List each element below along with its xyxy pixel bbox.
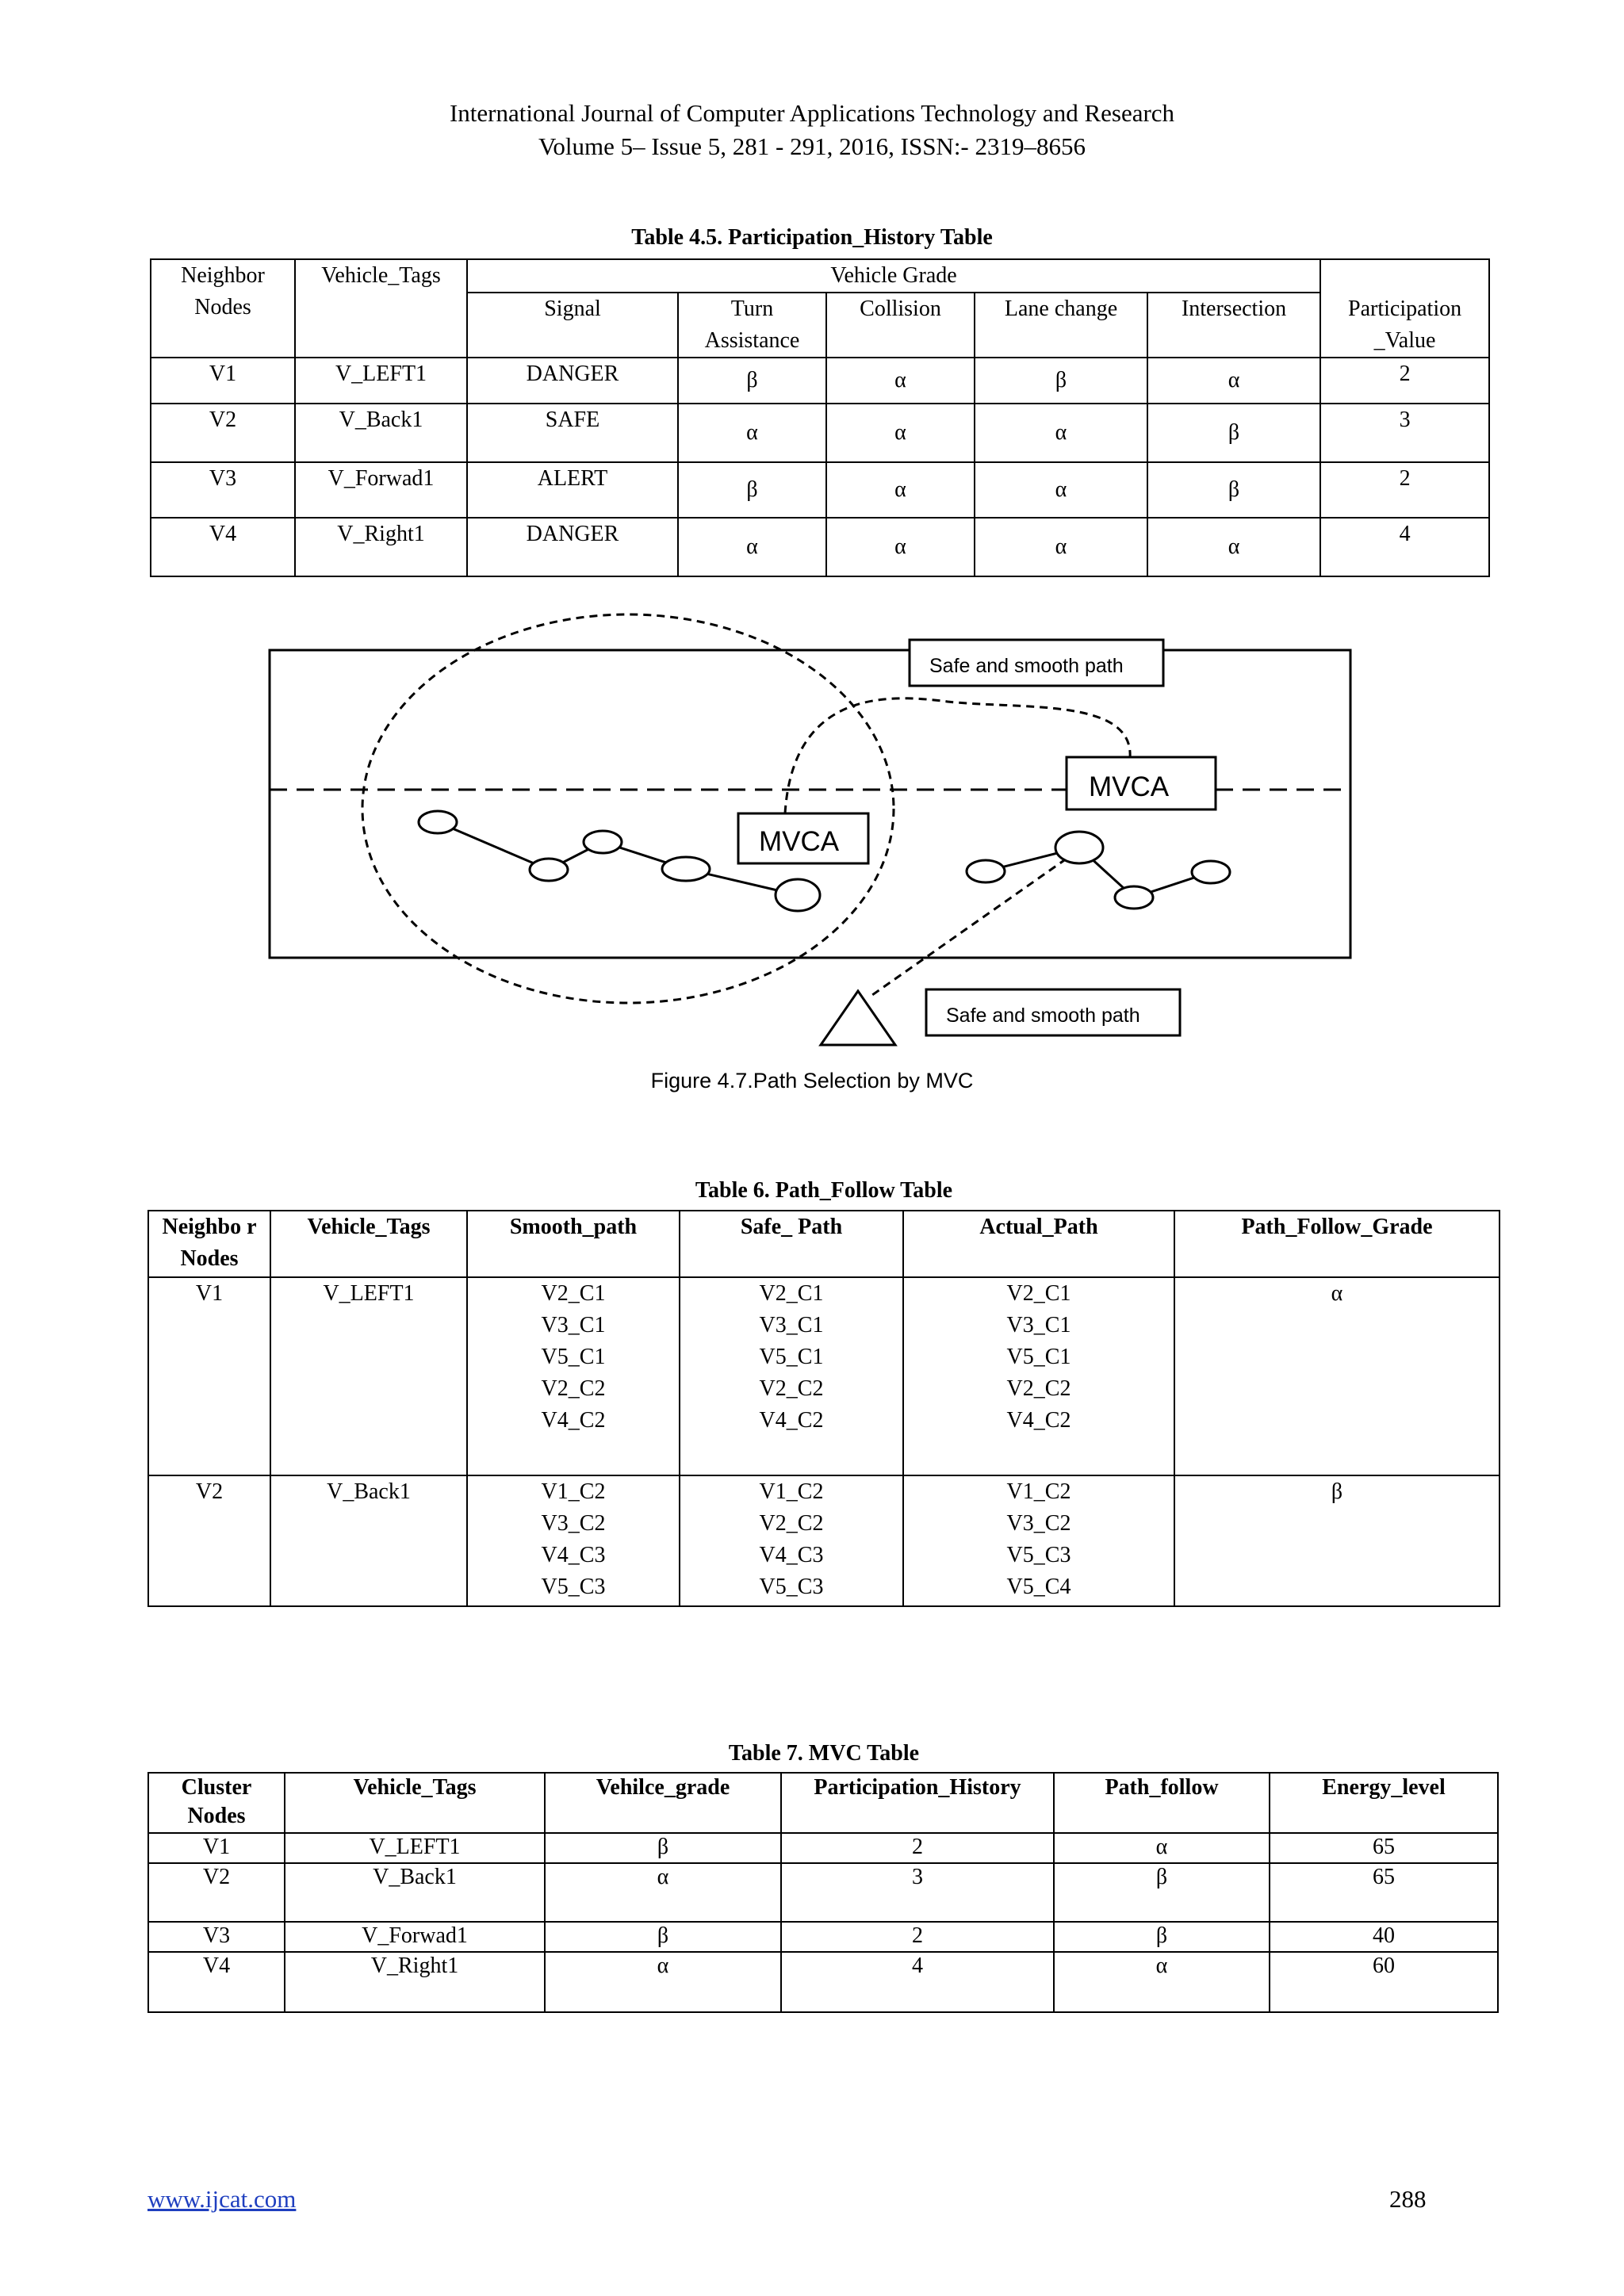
- table-row: [148, 1833, 1498, 1863]
- cell: β: [678, 358, 826, 404]
- cell-path-list: [680, 1277, 903, 1475]
- th-vehicle-tags: Vehicle_Tags: [285, 1773, 545, 1833]
- th-safe-path: Safe_ Path: [680, 1211, 903, 1277]
- cell: V3: [151, 462, 295, 518]
- path-item: V1_C2: [759, 1479, 824, 1504]
- cell: α: [678, 518, 826, 576]
- th-actual-path: Actual_Path: [903, 1211, 1174, 1277]
- path-item: V2_C1: [1006, 1281, 1071, 1306]
- path-item: V1_C2: [1006, 1479, 1071, 1504]
- cell-path-list: [903, 1475, 1174, 1606]
- cell: V_LEFT1: [295, 358, 467, 404]
- vehicle-node: [419, 811, 457, 833]
- table-row: [148, 1863, 1498, 1922]
- table7-caption: Table 7. MVC Table: [728, 1741, 920, 1766]
- table45-caption: Table 4.5. Participation_History Table: [631, 225, 993, 250]
- cell: V_Right1: [295, 518, 467, 576]
- cell: V_Right1: [285, 1952, 545, 2012]
- vehicle-node: [1192, 861, 1230, 883]
- path-item: V3_C1: [759, 1313, 824, 1337]
- cell: β: [975, 358, 1147, 404]
- cell: α: [545, 1863, 781, 1922]
- cell: α: [975, 404, 1147, 462]
- page-number: 288: [1389, 2185, 1427, 2213]
- vehicle-node: [1055, 832, 1103, 863]
- cell: α: [1147, 358, 1320, 404]
- table-row: [151, 518, 1489, 576]
- cell: α: [826, 404, 975, 462]
- vehicle-node: [776, 879, 820, 911]
- cell: β: [1147, 462, 1320, 518]
- cell: 3: [1320, 404, 1489, 462]
- cell: V_Back1: [270, 1475, 467, 1606]
- vehicle-node: [662, 857, 710, 881]
- path-item: V2_C1: [759, 1281, 824, 1306]
- footer-url-link[interactable]: www.ijcat.com: [147, 2185, 297, 2213]
- cell: 65: [1270, 1863, 1498, 1922]
- cell: V2: [151, 404, 295, 462]
- th-smooth-path: Smooth_path: [467, 1211, 680, 1277]
- path-item: V3_C1: [541, 1313, 606, 1337]
- cell: α: [975, 462, 1147, 518]
- cell: 40: [1270, 1922, 1498, 1952]
- cell: V2: [148, 1475, 270, 1606]
- table-row: [148, 1952, 1498, 2012]
- th-lane-change: Lane change: [975, 293, 1147, 358]
- cluster-boundary: [362, 614, 894, 1003]
- vehicle-node: [584, 831, 622, 853]
- path-item: V2_C2: [759, 1511, 824, 1536]
- label-safe-smooth-top: Safe and smooth path: [929, 655, 1124, 677]
- cell: β: [678, 462, 826, 518]
- table-row: [148, 1922, 1498, 1952]
- cell: V4: [151, 518, 295, 576]
- th-path-follow-grade: Path_Follow_Grade: [1174, 1211, 1500, 1277]
- path-item: V5_C4: [1006, 1575, 1071, 1599]
- path-item: V4_C3: [759, 1543, 824, 1567]
- cell: V_Forwad1: [285, 1922, 545, 1952]
- cell: V_LEFT1: [285, 1833, 545, 1863]
- cell: α: [678, 404, 826, 462]
- cell: 2: [781, 1922, 1054, 1952]
- cell: α: [975, 518, 1147, 576]
- table-row: [148, 1475, 1500, 1606]
- path-item: V4_C2: [541, 1408, 606, 1433]
- th-intersection: Intersection: [1147, 293, 1320, 358]
- path-item: V2_C2: [541, 1376, 606, 1401]
- path-follow-table: [147, 1210, 1500, 1607]
- path-item: V5_C3: [1006, 1543, 1071, 1567]
- mvca-label-right: MVCA: [1089, 771, 1170, 802]
- path-item: V2_C2: [759, 1376, 824, 1401]
- cell: β: [1054, 1863, 1270, 1922]
- cell: V4: [148, 1952, 285, 2012]
- cell: α: [1054, 1952, 1270, 2012]
- cell: V3: [148, 1922, 285, 1952]
- vehicle-node: [1115, 886, 1153, 909]
- cell: α: [1054, 1833, 1270, 1863]
- path-item: V4_C3: [541, 1543, 606, 1567]
- path-item: V5_C3: [541, 1575, 606, 1599]
- th-vehicle-tags: Vehicle_Tags: [295, 259, 467, 358]
- th-cluster-nodes: Cluster Nodes: [148, 1773, 285, 1833]
- th-vehicle-tags: Vehicle_Tags: [270, 1211, 467, 1277]
- path-item: V5_C1: [759, 1345, 824, 1369]
- cell: V2: [148, 1863, 285, 1922]
- table-row: [151, 462, 1489, 518]
- cell: 60: [1270, 1952, 1498, 2012]
- th-neighbor-nodes: Neighbor Nodes: [151, 259, 295, 358]
- th-participation-value: Participation _Value: [1320, 259, 1489, 358]
- path-item: V1_C2: [541, 1479, 606, 1504]
- cell: β: [1147, 404, 1320, 462]
- cell: V_Back1: [295, 404, 467, 462]
- path-item: V2_C1: [541, 1281, 606, 1306]
- cell: α: [545, 1952, 781, 2012]
- cell: V_Back1: [285, 1863, 545, 1922]
- cell: β: [545, 1922, 781, 1952]
- th-collision: Collision: [826, 293, 975, 358]
- cell: SAFE: [467, 404, 678, 462]
- cell: 3: [781, 1863, 1054, 1922]
- vehicle-node: [967, 860, 1005, 882]
- th-neighbor-nodes: Neighbo r Nodes: [148, 1211, 270, 1277]
- cell-path-list: [680, 1475, 903, 1606]
- journal-volume: Volume 5– Issue 5, 281 - 291, 2016, ISSN:- 2319–8656: [538, 132, 1086, 160]
- cell-path-list: [903, 1277, 1174, 1475]
- table-row: [151, 358, 1489, 404]
- path-item: V5_C1: [1006, 1345, 1071, 1369]
- th-turn-assistance: Turn Assistance: [678, 293, 826, 358]
- mvc-table: [147, 1772, 1499, 2013]
- th-vehicle-grade: Vehilce_grade: [545, 1773, 781, 1833]
- th-energy-level: Energy_level: [1270, 1773, 1498, 1833]
- cell: V1: [151, 358, 295, 404]
- th-signal: Signal: [467, 293, 678, 358]
- path-item: V3_C2: [1006, 1511, 1071, 1536]
- cell: V_LEFT1: [270, 1277, 467, 1475]
- path-item: V5_C3: [759, 1575, 824, 1599]
- vehicle-node: [530, 859, 568, 881]
- cell-path-list: [467, 1277, 680, 1475]
- cell: ALERT: [467, 462, 678, 518]
- cell: α: [826, 358, 975, 404]
- cell: 2: [1320, 462, 1489, 518]
- cell: DANGER: [467, 358, 678, 404]
- path-item: V3_C2: [541, 1511, 606, 1536]
- table6-caption: Table 6. Path_Follow Table: [695, 1178, 953, 1203]
- path-item: V2_C2: [1006, 1376, 1071, 1401]
- th-participation-history: Participation_History: [781, 1773, 1054, 1833]
- cell: β: [545, 1833, 781, 1863]
- figure-caption: Figure 4.7.Path Selection by MVC: [650, 1069, 974, 1093]
- participation-history-table: [150, 258, 1490, 577]
- cell: V1: [148, 1833, 285, 1863]
- cell-path-list: [467, 1475, 680, 1606]
- cell: 4: [781, 1952, 1054, 2012]
- cell: 65: [1270, 1833, 1498, 1863]
- cell: V1: [148, 1277, 270, 1475]
- safe-path-line: [872, 859, 1067, 995]
- table-row: [148, 1277, 1500, 1475]
- path-item: V4_C2: [759, 1408, 824, 1433]
- destination-triangle-icon: [821, 991, 895, 1045]
- th-path-follow: Path_follow: [1054, 1773, 1270, 1833]
- cell: α: [826, 518, 975, 576]
- cell: V_Forwad1: [295, 462, 467, 518]
- cell: DANGER: [467, 518, 678, 576]
- mvca-label-left: MVCA: [759, 826, 840, 857]
- cell: α: [1147, 518, 1320, 576]
- cell: α: [1174, 1277, 1500, 1475]
- path-item: V3_C1: [1006, 1313, 1071, 1337]
- cell: β: [1174, 1475, 1500, 1606]
- table-row: [151, 404, 1489, 462]
- th-vehicle-grade: Vehicle Grade: [467, 259, 1320, 293]
- path-selection-diagram: [0, 587, 1624, 1062]
- cell: β: [1054, 1922, 1270, 1952]
- path-item: V5_C1: [541, 1345, 606, 1369]
- cell: 4: [1320, 518, 1489, 576]
- cell: 2: [781, 1833, 1054, 1863]
- cell: α: [826, 462, 975, 518]
- journal-title: International Journal of Computer Applications Technology and Research: [449, 99, 1175, 127]
- label-safe-smooth-bottom: Safe and smooth path: [946, 1004, 1140, 1027]
- cell: 2: [1320, 358, 1489, 404]
- path-item: V4_C2: [1006, 1408, 1071, 1433]
